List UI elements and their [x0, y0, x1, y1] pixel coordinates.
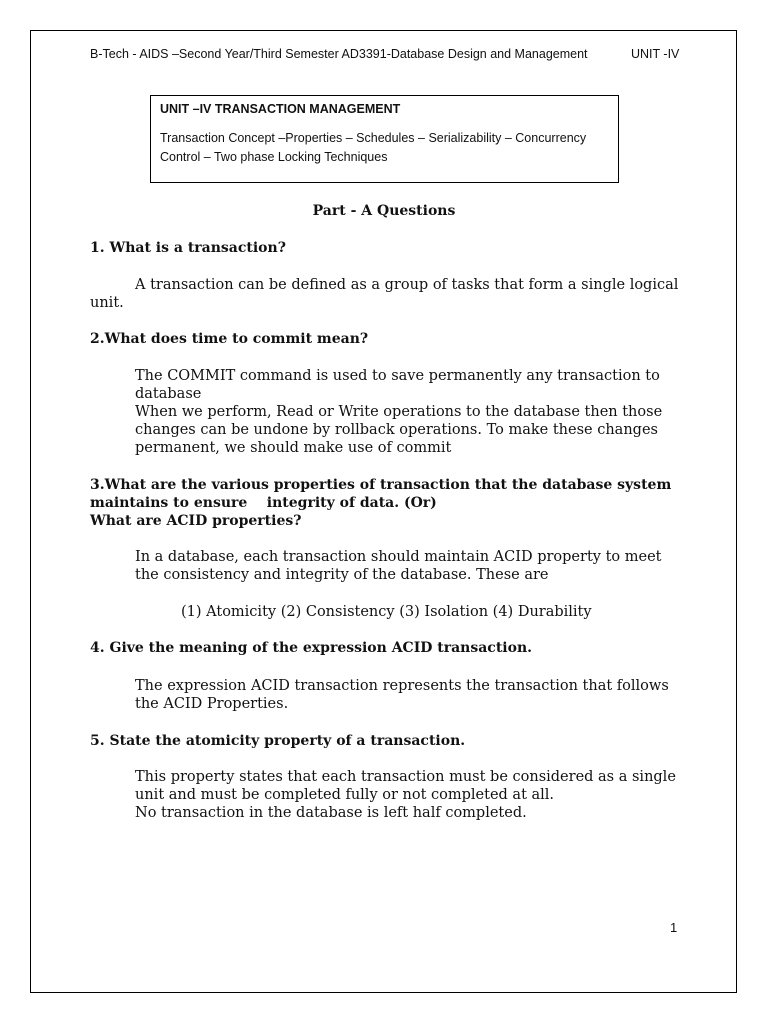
question-line: 1. What is a transaction?: [90, 240, 286, 256]
answer-line: changes can be undone by rollback operations. To make these changes: [135, 422, 658, 438]
acid-properties-list: (1) Atomicity (2) Consistency (3) Isolation (4) Durability: [181, 604, 592, 620]
answer-line: The expression ACID transaction represents the transaction that follows: [135, 678, 669, 694]
question-line: 3.What are the various properties of transaction that the database system: [90, 477, 672, 493]
question-line: 5. State the atomicity property of a transaction.: [90, 733, 466, 749]
answer-3: [135, 548, 695, 584]
answer-4: [135, 677, 695, 713]
unit-topics-line: Transaction Concept –Properties – Schedules – Serializability – Concurrency: [160, 131, 587, 145]
question-line: 4. Give the meaning of the expression ACID transaction.: [90, 640, 533, 656]
unit-summary-box: [150, 95, 619, 183]
answer-1: [90, 276, 690, 312]
answer-line: permanent, we should make use of commit: [135, 440, 452, 456]
question-4: [90, 639, 690, 657]
unit-topics-line: Control – Two phase Locking Techniques: [160, 150, 388, 164]
header-unit: UNIT -IV: [631, 47, 680, 61]
answer-line: This property states that each transaction must be considered as a single: [135, 769, 676, 785]
answer-line: database: [135, 386, 202, 402]
header-course: B-Tech - AIDS –Second Year/Third Semester AD3391-Database Design and Management: [90, 47, 588, 61]
answer-line: No transaction in the database is left half completed.: [135, 805, 527, 821]
answer-2: [135, 367, 695, 457]
answer-line: the ACID Properties.: [135, 696, 289, 712]
question-5: [90, 732, 690, 750]
answer-line: unit and must be completed fully or not completed at all.: [135, 787, 555, 803]
answer-line: In a database, each transaction should maintain ACID property to meet: [135, 549, 662, 565]
part-heading: Part - A Questions: [312, 203, 456, 219]
page-number: 1: [670, 920, 678, 935]
answer-line: When we perform, Read or Write operations to the database then those: [135, 404, 663, 420]
question-line: maintains to ensure integrity of data. (Or): [90, 495, 437, 511]
answer-line: the consistency and integrity of the database. These are: [135, 567, 549, 583]
answer-line: unit.: [90, 295, 124, 311]
question-3: [90, 476, 690, 530]
question-1: [90, 239, 690, 257]
question-2: [90, 330, 690, 348]
answer-5: [135, 768, 695, 822]
answer-line: A transaction can be defined as a group of tasks that form a single logical: [135, 277, 679, 293]
unit-title: UNIT –IV TRANSACTION MANAGEMENT: [160, 102, 401, 116]
question-line: What are ACID properties?: [90, 513, 302, 529]
unit-topics: [160, 129, 610, 167]
answer-line: The COMMIT command is used to save permanently any transaction to: [135, 368, 660, 384]
question-line: 2.What does time to commit mean?: [90, 331, 369, 347]
